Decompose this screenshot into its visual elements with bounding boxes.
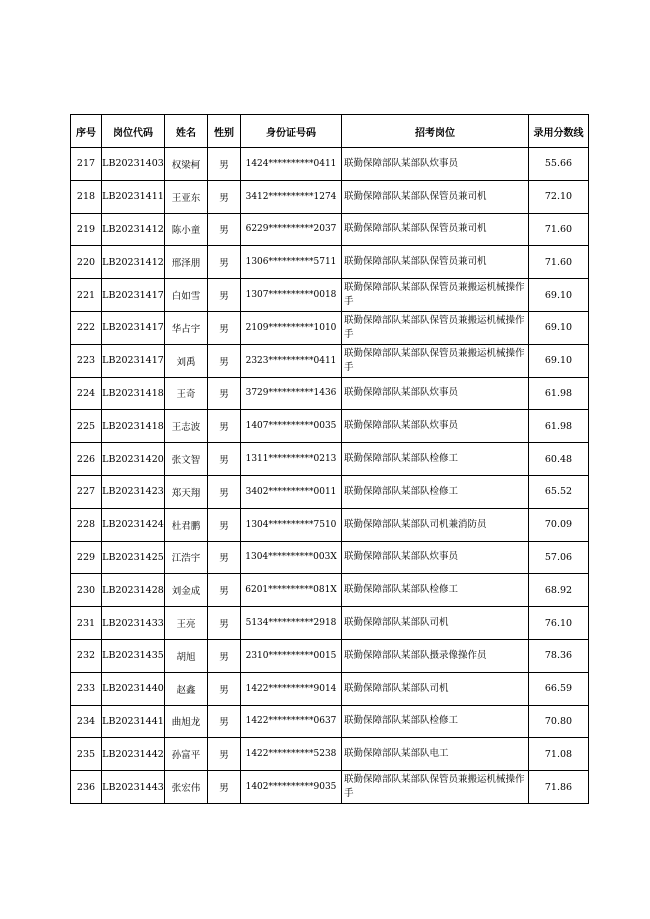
post-code-cell: LB20231440 [102, 672, 165, 705]
post-code-cell: LB20231418 [102, 410, 165, 443]
name-cell: 曲旭龙 [165, 705, 208, 738]
table-row [71, 246, 589, 279]
table-row [71, 279, 589, 312]
header-post-code: 岗位代码 [102, 115, 165, 148]
serial-cell: 221 [71, 279, 102, 312]
score-cell: 71.60 [529, 213, 589, 246]
score-cell: 72.10 [529, 180, 589, 213]
position-cell: 联勤保障部队某部队电工 [342, 738, 529, 771]
post-code-cell: LB20231442 [102, 738, 165, 771]
gender-cell: 男 [208, 377, 241, 410]
gender-cell: 男 [208, 443, 241, 476]
id-number-cell: 1306**********5711 [241, 246, 342, 279]
header-id-number: 身份证号码 [241, 115, 342, 148]
id-number-cell: 3402**********0011 [241, 475, 342, 508]
name-cell: 张宏伟 [165, 771, 208, 804]
gender-cell: 男 [208, 705, 241, 738]
name-cell: 王亮 [165, 607, 208, 640]
post-code-cell: LB20231417 [102, 311, 165, 344]
serial-cell: 231 [71, 607, 102, 640]
score-cell: 57.06 [529, 541, 589, 574]
score-cell: 61.98 [529, 377, 589, 410]
table-row [71, 574, 589, 607]
name-cell: 王亚东 [165, 180, 208, 213]
score-cell: 65.52 [529, 475, 589, 508]
table-row [71, 639, 589, 672]
position-cell: 联勤保障部队某部队司机 [342, 607, 529, 640]
serial-cell: 226 [71, 443, 102, 476]
serial-cell: 223 [71, 344, 102, 377]
id-number-cell: 2109**********1010 [241, 311, 342, 344]
post-code-cell: LB20231423 [102, 475, 165, 508]
position-cell: 联勤保障部队某部队保管员兼司机 [342, 180, 529, 213]
gender-cell: 男 [208, 344, 241, 377]
post-code-cell: LB20231417 [102, 279, 165, 312]
recruitment-table [70, 114, 589, 804]
name-cell: 郑天翔 [165, 475, 208, 508]
score-cell: 70.80 [529, 705, 589, 738]
gender-cell: 男 [208, 148, 241, 181]
name-cell: 胡旭 [165, 639, 208, 672]
id-number-cell: 3729**********1436 [241, 377, 342, 410]
gender-cell: 男 [208, 279, 241, 312]
name-cell: 孙富平 [165, 738, 208, 771]
gender-cell: 男 [208, 574, 241, 607]
gender-cell: 男 [208, 607, 241, 640]
id-number-cell: 2310**********0015 [241, 639, 342, 672]
gender-cell: 男 [208, 738, 241, 771]
id-number-cell: 1422**********5238 [241, 738, 342, 771]
serial-cell: 228 [71, 508, 102, 541]
post-code-cell: LB20231411 [102, 180, 165, 213]
table-row [71, 672, 589, 705]
gender-cell: 男 [208, 639, 241, 672]
id-number-cell: 3412**********1274 [241, 180, 342, 213]
name-cell: 张文智 [165, 443, 208, 476]
name-cell: 赵鑫 [165, 672, 208, 705]
gender-cell: 男 [208, 180, 241, 213]
position-cell: 联勤保障部队某部队保管员兼搬运机械操作手 [342, 311, 529, 344]
header-serial: 序号 [71, 115, 102, 148]
name-cell: 刘金成 [165, 574, 208, 607]
id-number-cell: 6229**********2037 [241, 213, 342, 246]
position-cell: 联勤保障部队某部队司机兼消防员 [342, 508, 529, 541]
position-cell: 联勤保障部队某部队保管员兼搬运机械操作手 [342, 344, 529, 377]
position-cell: 联勤保障部队某部队检修工 [342, 443, 529, 476]
post-code-cell: LB20231435 [102, 639, 165, 672]
name-cell: 江浩宇 [165, 541, 208, 574]
score-cell: 66.59 [529, 672, 589, 705]
position-cell: 联勤保障部队某部队检修工 [342, 574, 529, 607]
post-code-cell: LB20231403 [102, 148, 165, 181]
post-code-cell: LB20231420 [102, 443, 165, 476]
id-number-cell: 1422**********0637 [241, 705, 342, 738]
post-code-cell: LB20231425 [102, 541, 165, 574]
score-cell: 71.86 [529, 771, 589, 804]
gender-cell: 男 [208, 672, 241, 705]
post-code-cell: LB20231412 [102, 213, 165, 246]
serial-cell: 218 [71, 180, 102, 213]
post-code-cell: LB20231412 [102, 246, 165, 279]
gender-cell: 男 [208, 475, 241, 508]
table-row [71, 148, 589, 181]
serial-cell: 230 [71, 574, 102, 607]
table-row [71, 180, 589, 213]
score-cell: 60.48 [529, 443, 589, 476]
position-cell: 联勤保障部队某部队炊事员 [342, 148, 529, 181]
id-number-cell: 1311**********0213 [241, 443, 342, 476]
name-cell: 王奇 [165, 377, 208, 410]
score-cell: 69.10 [529, 344, 589, 377]
gender-cell: 男 [208, 246, 241, 279]
position-cell: 联勤保障部队某部队炊事员 [342, 410, 529, 443]
name-cell: 王志波 [165, 410, 208, 443]
gender-cell: 男 [208, 541, 241, 574]
position-cell: 联勤保障部队某部队保管员兼搬运机械操作手 [342, 771, 529, 804]
score-cell: 70.09 [529, 508, 589, 541]
table-row [71, 410, 589, 443]
table-body [71, 148, 589, 804]
table-row [71, 607, 589, 640]
table-row [71, 475, 589, 508]
serial-cell: 229 [71, 541, 102, 574]
name-cell: 刘禹 [165, 344, 208, 377]
serial-cell: 219 [71, 213, 102, 246]
serial-cell: 235 [71, 738, 102, 771]
position-cell: 联勤保障部队某部队炊事员 [342, 541, 529, 574]
gender-cell: 男 [208, 410, 241, 443]
name-cell: 权梁柯 [165, 148, 208, 181]
header-row [71, 115, 589, 148]
name-cell: 杜君鹏 [165, 508, 208, 541]
table-row [71, 213, 589, 246]
post-code-cell: LB20231433 [102, 607, 165, 640]
gender-cell: 男 [208, 311, 241, 344]
serial-cell: 232 [71, 639, 102, 672]
table-row [71, 311, 589, 344]
serial-cell: 217 [71, 148, 102, 181]
serial-cell: 236 [71, 771, 102, 804]
post-code-cell: LB20231441 [102, 705, 165, 738]
table-row [71, 705, 589, 738]
table-row [71, 738, 589, 771]
score-cell: 61.98 [529, 410, 589, 443]
table-row [71, 344, 589, 377]
serial-cell: 233 [71, 672, 102, 705]
score-cell: 71.60 [529, 246, 589, 279]
serial-cell: 220 [71, 246, 102, 279]
position-cell: 联勤保障部队某部队保管员兼搬运机械操作手 [342, 279, 529, 312]
id-number-cell: 1304**********7510 [241, 508, 342, 541]
id-number-cell: 1402**********9035 [241, 771, 342, 804]
position-cell: 联勤保障部队某部队司机 [342, 672, 529, 705]
table-row [71, 771, 589, 804]
id-number-cell: 2323**********0411 [241, 344, 342, 377]
id-number-cell: 6201**********081X [241, 574, 342, 607]
position-cell: 联勤保障部队某部队检修工 [342, 705, 529, 738]
name-cell: 邢泽朋 [165, 246, 208, 279]
post-code-cell: LB20231417 [102, 344, 165, 377]
header-score: 录用分数线 [529, 115, 589, 148]
post-code-cell: LB20231443 [102, 771, 165, 804]
post-code-cell: LB20231418 [102, 377, 165, 410]
gender-cell: 男 [208, 771, 241, 804]
id-number-cell: 1307**********0018 [241, 279, 342, 312]
name-cell: 白如雪 [165, 279, 208, 312]
position-cell: 联勤保障部队某部队检修工 [342, 475, 529, 508]
id-number-cell: 1407**********0035 [241, 410, 342, 443]
position-cell: 联勤保障部队某部队保管员兼司机 [342, 213, 529, 246]
table-row [71, 443, 589, 476]
table-row [71, 541, 589, 574]
score-cell: 71.08 [529, 738, 589, 771]
score-cell: 69.10 [529, 311, 589, 344]
position-cell: 联勤保障部队某部队保管员兼司机 [342, 246, 529, 279]
id-number-cell: 1424**********0411 [241, 148, 342, 181]
table-row [71, 377, 589, 410]
header-name: 姓名 [165, 115, 208, 148]
position-cell: 联勤保障部队某部队炊事员 [342, 377, 529, 410]
header-gender: 性别 [208, 115, 241, 148]
serial-cell: 222 [71, 311, 102, 344]
id-number-cell: 1422**********9014 [241, 672, 342, 705]
score-cell: 68.92 [529, 574, 589, 607]
score-cell: 78.36 [529, 639, 589, 672]
id-number-cell: 1304**********003X [241, 541, 342, 574]
post-code-cell: LB20231428 [102, 574, 165, 607]
score-cell: 55.66 [529, 148, 589, 181]
gender-cell: 男 [208, 508, 241, 541]
position-cell: 联勤保障部队某部队摄录像操作员 [342, 639, 529, 672]
score-cell: 69.10 [529, 279, 589, 312]
serial-cell: 225 [71, 410, 102, 443]
id-number-cell: 5134**********2918 [241, 607, 342, 640]
name-cell: 陈小童 [165, 213, 208, 246]
post-code-cell: LB20231424 [102, 508, 165, 541]
table-row [71, 508, 589, 541]
score-cell: 76.10 [529, 607, 589, 640]
serial-cell: 224 [71, 377, 102, 410]
name-cell: 华占宇 [165, 311, 208, 344]
serial-cell: 234 [71, 705, 102, 738]
gender-cell: 男 [208, 213, 241, 246]
header-position: 招考岗位 [342, 115, 529, 148]
serial-cell: 227 [71, 475, 102, 508]
